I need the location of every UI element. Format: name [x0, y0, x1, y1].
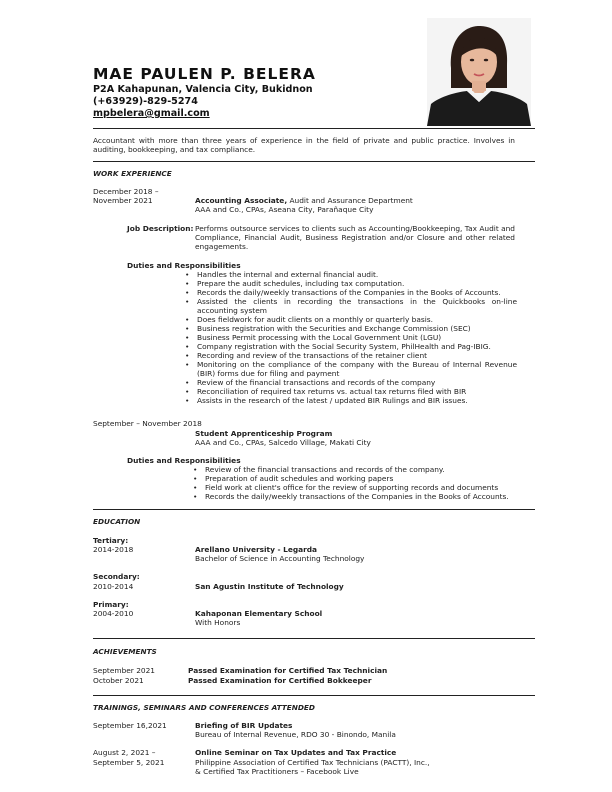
list-item: • Reconciliation of required tax returns vs. actual tax returns filed with BIR [197, 387, 517, 396]
training1-org: Bureau of Internal Revenue, RDO 30 - Binondo, Manila [195, 730, 396, 739]
job1-dept: Audit and Assurance Department [287, 196, 413, 205]
training2-date-start: August 2, 2021 – [93, 748, 156, 757]
list-item: • Does fieldwork for audit clients on a monthly or quarterly basis. [197, 315, 517, 324]
tertiary-years: 2014-2018 [93, 545, 134, 554]
job1-duties-list [197, 270, 517, 405]
training1-date: September 16,2021 [93, 721, 167, 730]
list-item: • Field work at client's office for the review of supporting records and documents [205, 483, 525, 492]
list-item: • Monitoring on the compliance of the company with the Bureau of Internal Revenue (BIR) forms due for filing and payment [197, 360, 517, 378]
achievement-text: Passed Examination for Certified Bokkeeper [188, 676, 372, 685]
list-item: • Review of the financial transactions and records of the company [197, 378, 517, 387]
achievements-heading: ACHIEVEMENTS [93, 647, 157, 656]
summary: Accountant with more than three years of experience in the field of private and public practice. Involves in auditing, bookkeeping, and tax compliance. [93, 136, 515, 154]
list-item: • Business Permit processing with the Local Government Unit (LGU) [197, 333, 517, 342]
training2-org: Philippine Association of Certified Tax Technicians (PACTT), Inc., [195, 758, 430, 767]
list-item: • Records the daily/weekly transactions of the Companies in the Books of Accounts. [205, 492, 525, 501]
primary-school: Kahaponan Elementary School [195, 609, 323, 618]
list-item: • Assisted the clients in recording the transactions in the Quickbooks on-line accounting system [197, 297, 517, 315]
job2-title: Student Apprenticeship Program [195, 429, 333, 438]
list-item: • Assists in the research of the latest / updated BIR Rulings and BIR issues. [197, 396, 517, 405]
achievement-text: Passed Examination for Certified Tax Technician [188, 666, 388, 675]
job-description-label: Job Description: [127, 224, 194, 233]
divider [93, 509, 535, 510]
tertiary-school: Arellano University - Legarda [195, 545, 318, 554]
list-item: • Review of the financial transactions and records of the company. [205, 465, 525, 474]
profile-photo [427, 18, 531, 126]
primary-honors: With Honors [195, 618, 241, 627]
secondary-label: Secondary: [93, 572, 140, 581]
training2-org-cont: & Certified Tax Practitioners – Facebook Live [195, 767, 359, 776]
job1-date-start: December 2018 – [93, 187, 159, 196]
secondary-school: San Agustin Institute of Technology [195, 582, 344, 591]
achievement-date: September 2021 [93, 666, 156, 675]
divider [93, 161, 535, 162]
list-item: • Recording and review of the transactions of the retainer client [197, 351, 517, 360]
list-item: • Prepare the audit schedules, including tax computation. [197, 279, 517, 288]
job1-title: Accounting Associate, [195, 196, 288, 205]
job1-company: AAA and Co., CPAs, Aseana City, Parañaque City [195, 205, 374, 214]
list-item: • Business registration with the Securities and Exchange Commission (SEC) [197, 324, 517, 333]
list-item: • Handles the internal and external financial audit. [197, 270, 517, 279]
job2-date: September – November 2018 [93, 419, 202, 428]
job2-duties-label: Duties and Responsibilities [127, 456, 241, 465]
list-item: • Preparation of audit schedules and working papers [205, 474, 525, 483]
list-item: • Records the daily/weekly transactions of the Companies in the Books of Accounts. [197, 288, 517, 297]
job2-company: AAA and Co., CPAs, Salcedo Village, Makati City [195, 438, 371, 447]
job2-duties-list [205, 465, 525, 501]
trainings-heading: TRAININGS, SEMINARS AND CONFERENCES ATTENDED [93, 703, 315, 712]
education-heading: EDUCATION [93, 517, 141, 526]
tertiary-label: Tertiary: [93, 536, 129, 545]
divider [93, 638, 535, 639]
achievement-date: October 2021 [93, 676, 144, 685]
phone: (+63929)-829-5274 [93, 96, 198, 107]
candidate-name: MAE PAULEN P. BELERA [93, 65, 316, 83]
primary-label: Primary: [93, 600, 129, 609]
primary-years: 2004-2010 [93, 609, 134, 618]
secondary-years: 2010-2014 [93, 582, 134, 591]
job1-title-line [195, 196, 413, 205]
training1-title: Briefing of BIR Updates [195, 721, 293, 730]
job1-duties-label: Duties and Responsibilities [127, 261, 241, 270]
divider [93, 695, 535, 696]
address: P2A Kahapunan, Valencia City, Bukidnon [93, 84, 313, 95]
profile-photo-icon [427, 18, 531, 126]
job1-date-end: November 2021 [93, 196, 153, 205]
email-link[interactable]: mpbelera@gmail.com [93, 108, 210, 119]
job-description-text: Performs outsource services to clients such as Accounting/Bookkeeping, Tax Audit and Compliance, Financial Audit, Business Registration and/or Closure and other related engagements. [195, 224, 515, 251]
training2-title: Online Seminar on Tax Updates and Tax Practice [195, 748, 397, 757]
divider [93, 128, 535, 129]
training2-date-end: September 5, 2021 [93, 758, 165, 767]
tertiary-degree: Bachelor of Science in Accounting Technology [195, 554, 365, 563]
list-item: • Company registration with the Social Security System, PhilHealth and Pag-IBIG. [197, 342, 517, 351]
work-experience-heading: WORK EXPERIENCE [93, 169, 172, 178]
